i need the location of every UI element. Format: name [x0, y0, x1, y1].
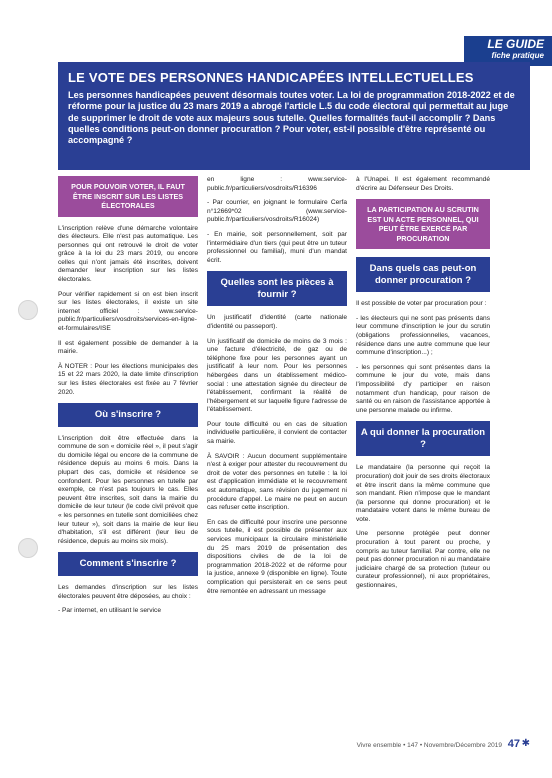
column-1 [58, 176, 198, 622]
paragraph: - Par courrier, en joignant le formulaire Cerfa n°12669*02 (www.service-public.fr/particuliers/vosdroits/R16024) [207, 199, 347, 224]
paragraph: Un justificatif de domicile de moins de 3 mois : une facture d'électricité, de gaz ou de téléphone fixe pour les personnes ayant un justificatif à leur nom. Pour les personnes hébergées dans un établissement médico-social : une attestation signée du directeur de l'établissement, confirmant la réalité de l'hébergement et sur laquelle figure l'adresse de l'établissement. [207, 337, 347, 414]
section-heading: Quelles sont les pièces à fournir ? [207, 271, 347, 306]
page-footer [300, 738, 520, 750]
paragraph: - les personnes qui sont présentes dans la commune le jour du vote, mais dans l'impossibilité d'y participer en raison notamment d'un handicap, pour raison de santé ou en raison de l'assistance apportée à une personne malade ou infirme. [356, 363, 490, 414]
paragraph: - Par internet, en utilisant le service [58, 607, 161, 615]
paragraph: Le mandataire (la personne qui reçoit la procuration) doit jouir de ses droits électoraux et être inscrit dans la même commune que son mandant. Rien n'impose que le mandant (la personne qui donne procuration) et le mandataire votent dans le même bureau de vote. [356, 464, 490, 523]
section-heading: Comment s'inscrire ? [58, 552, 198, 576]
note: À SAVOIR : Aucun document supplémentaire n'est à exiger pour attester du recouvrement du droit de voter des personnes en tutelle : la loi est d'application immédiate et le recouvrement est automatique, sans révision du jugement ni procédure d'appel. Le maire ne peut en aucun cas refuser cette inscription. [207, 452, 347, 512]
section-heading: A qui donner la procuration ? [356, 421, 490, 456]
tab-subtitle: fiche pratique [491, 51, 544, 60]
paragraph: Il est également possible de demander à la mairie. [58, 339, 198, 356]
paragraph: Il est possible de voter par procuration pour : [356, 300, 487, 308]
paragraph: Les demandes d'inscription sur les listes électorales peuvent être déposées, au choix : [58, 583, 198, 600]
paragraph: Pour vérifier rapidement si on est bien inscrit sur les listes électorales, il existe un site internet officiel : www.service-public.fr/particuliers/vosdroits/services-en-ligne-et-formulaires/ISE [58, 290, 198, 333]
paragraph: en ligne : www.service-public.fr/particuliers/vosdroits/R16396 [207, 176, 347, 192]
paragraph: Pour toute difficulté ou en cas de situation individuelle particulière, il convient de contacter sa mairie. [207, 420, 347, 446]
paragraph: - les électeurs qui ne sont pas présents dans leur commune d'inscription le jour du scrutin (obligations professionnelles, vacances, résidence dans une autre commune que leur commune d'inscription...) ; [356, 314, 490, 357]
paragraph: L'inscription doit être effectuée dans la commune de son « domicile réel », il peut s'agir du domicile légal ou encore de la commune de résidence depuis au moins 6 mois. Dans la plupart des cas, domicile et résidence se confondent. Pour les personnes en tutelle par exemple, ce n'est pas toujours le cas. Elles peuvent être inscrites, soit dans la mairie du domicile de leur tuteur (le code civil prévoit que « les personnes en tutelle sont domiciliées chez leur tuteur »), soit dans la mairie de leur lieu d'habitation, s'il est différent (leur lieu de résidence, depuis au moins six mois). [58, 434, 198, 545]
paragraph: - En mairie, soit personnellement, soit par l'intermédiaire d'un tiers (qui peut être un tuteur professionnel ou familial), muni d'un mandat écrit. [207, 230, 347, 264]
column-3 [356, 176, 490, 597]
paragraph: Un justificatif d'identité (carte nationale d'identité ou passeport). [207, 314, 347, 330]
paragraph: L'inscription relève d'une démarche volontaire des électeurs. Elle n'est pas automatique. Les personnes qui ont retrouvé le droit de voter grâce à la loi du 23 mars 2019, ou encore celles qui n'ont jamais été inscrites, doivent demander leur inscription sur les listes électorales. [58, 224, 198, 284]
page-number: 47 [507, 738, 520, 750]
hero-banner [58, 62, 530, 170]
paragraph: Une personne protégée peut donner procuration à tout parent ou proche, y compris au tuteur familial. Par contre, elle ne peut pas donner procuration ni au mandataire judiciaire chargé de sa protection (tuteur ou curateur professionnel), ni aux propriétaires, gestionnaires, [356, 530, 490, 590]
tab-title: LE GUIDE [487, 37, 544, 51]
column-2 [207, 176, 347, 602]
binder-hole [18, 300, 38, 320]
hero-intro: Les personnes handicapées peuvent désormais toutes voter. La loi de programmation 2018-2022 et de réforme pour la justice du 23 mars 2019 a abrogé l'article L.5 du code électoral qui permettait au juge de supprimer le droit de vote aux majeurs sous tutelle. Quelles formalités faut-il accomplir ? Dans quelles conditions peut-on donner procuration ? Pour voter, est-il possible d'être représenté ou accompagné ? [68, 90, 515, 146]
section-heading: Où s'inscrire ? [58, 403, 198, 427]
section-box: LA PARTICIPATION AU SCRUTIN EST UN ACTE PERSONNEL, QUI PEUT ÊTRE EXERCÉ PAR PROCURATION [356, 199, 490, 249]
paragraph: En cas de difficulté pour inscrire une personne sous tutelle, il est possible de présenter aux services municipaux la circulaire ministérielle du 25 mars 2019 de présentation des dispositions civiles de de la loi de programmation 2018-2022 et de réforme pour la justice, annexe 9 (disponible en ligne). Toute complication qui persisterait en ce sens peut être remontée en adressant un message [207, 518, 347, 595]
footer-text: Vivre ensemble • 147 • Novembre/Décembre 2019 [356, 742, 502, 749]
note: À NOTER : Pour les élections municipales des 15 et 22 mars 2020, la date limite d'inscription sur les listes électorales est fixée au 7 février 2020. [58, 362, 198, 396]
section-heading: Dans quels cas peut-on donner procuration ? [356, 257, 490, 292]
paragraph: à l'Unapei. Il est également recommandé d'écrire au Défenseur Des Droits. [356, 176, 490, 192]
binder-hole [18, 538, 38, 558]
page-title: LE VOTE DES PERSONNES HANDICAPÉES INTELLECTUELLES [68, 70, 474, 85]
asterisk-icon: ✱ [521, 738, 530, 749]
section-box: POUR POUVOIR VOTER, IL FAUT ÊTRE INSCRIT SUR LES LISTES ÉLECTORALES [58, 176, 198, 217]
